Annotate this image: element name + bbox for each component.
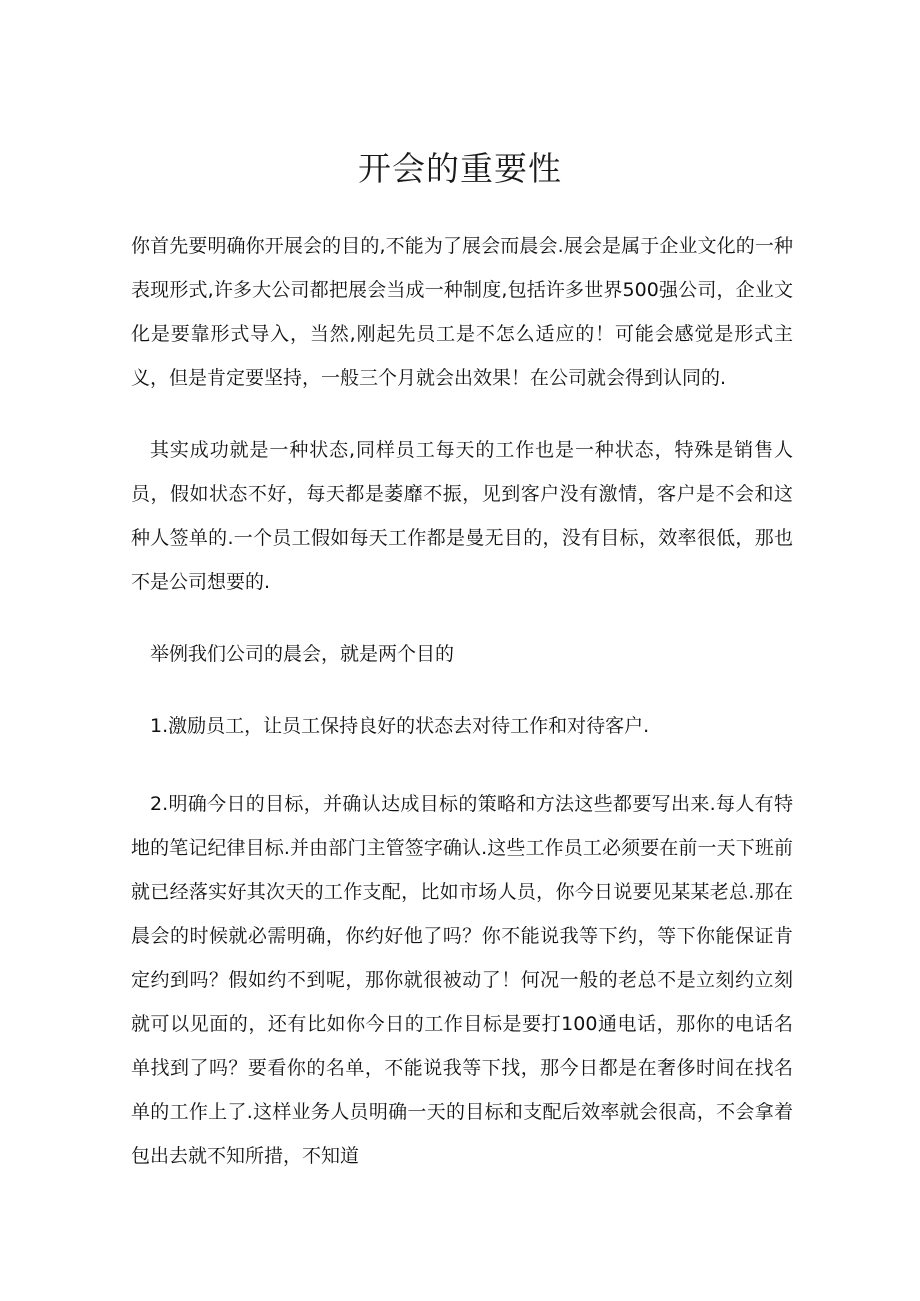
paragraph-example-intro: 举例我们公司的晨会，就是两个目的 [150,643,455,665]
document-body [131,224,793,1178]
paragraph-point-1: 1.激励员工，让员工保持良好的状态去对待工作和对待客户. [150,715,650,737]
paragraph-point-2: 2.明确今日的目标，并确认达成目标的策略和方法这些都要写出来.每人有特地的笔记纪律目标.并由部门主管签字确认.这些工作员工必须要在前一天下班前就已经落实好其次天的工作支配，比如市场人员，你今日说要见某某老总.那在晨会的时候就必需明确，你约好他了吗？你不能说我等下约，等下你能保证肯定约到吗？假如约不到呢，那你就很被动了！何况一般的老总不是立刻约立刻就可以见面的，还有比如你今日的工作目标是要打100通电话，那你的电话名单找到了吗？要看你的名单，不能说我等下找，那今日都是在奢侈时间在找名单的工作上了.这样业务人员明确一天的目标和支配后效率就会很高，不会拿着包出去就不知所措，不知道 [131,793,793,1167]
paragraph-purpose: 你首先要明确你开展会的目的,不能为了展会而晨会.展会是属于企业文化的一种表现形式,许多大公司都把展会当成一种制度,包括许多世界500强公司，企业文化是要靠形式导入，当然,刚起先员工是不怎么适应的！可能会感觉是形式主义，但是肯定要坚持，一般三个月就会出效果！在公司就会得到认同的. [131,235,793,389]
document-title: 开会的重要性 [358,149,562,188]
paragraph-state: 其实成功就是一种状态,同样员工每天的工作也是一种状态，特殊是销售人员，假如状态不好，每天都是萎靡不振，见到客户没有激情，客户是不会和这种人签单的.一个员工假如每天工作都是曼无目的，没有目标，效率很低，那也不是公司想要的. [131,439,793,593]
